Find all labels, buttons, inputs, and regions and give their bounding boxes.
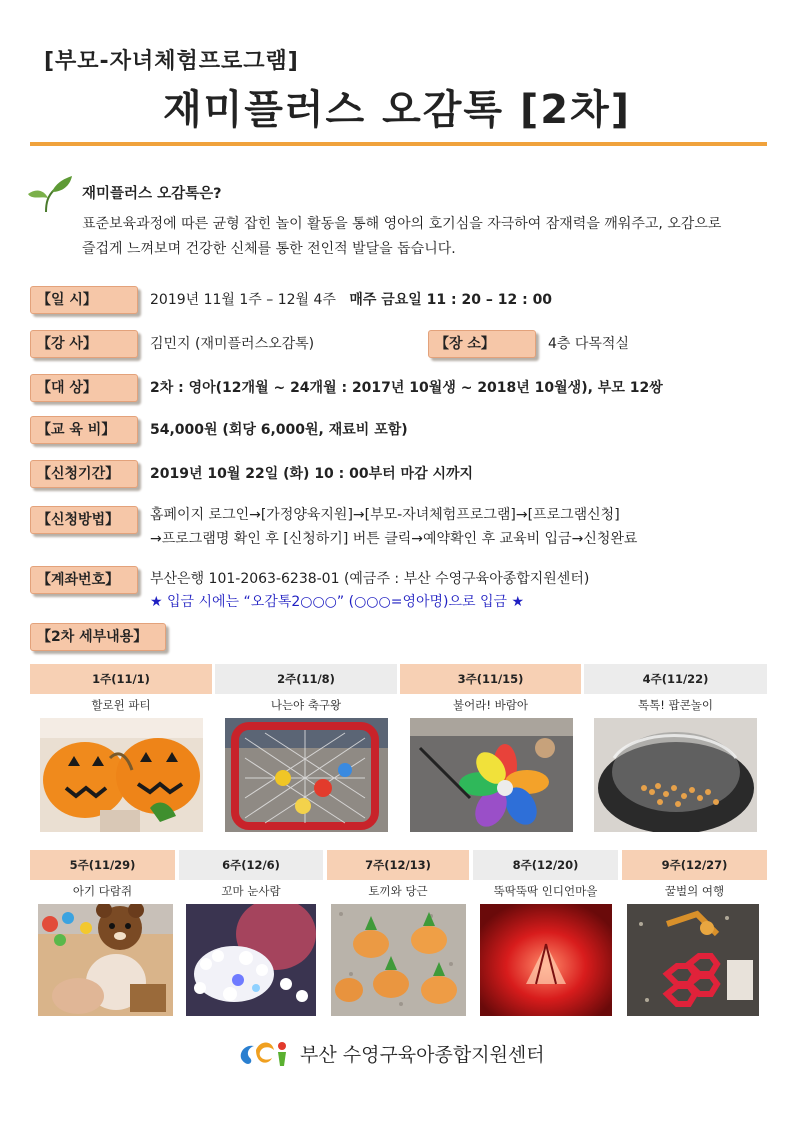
intro-heading: 재미플러스 오감톡은? xyxy=(82,186,222,202)
method-line-2: →프로그램명 확인 후 [신청하기] 버튼 클릭→예약확인 후 교육비 입금→신청완료 xyxy=(150,531,638,547)
account-line-1: 부산은행 101-2063-6238-01 (예금주 : 부산 수영구육아종합지원센터) xyxy=(150,571,590,587)
place-label: 【장 소】 xyxy=(428,330,536,358)
instructor-value: 김민지 (재미플러스오감톡) xyxy=(150,336,315,352)
week-9-photo-honeycomb xyxy=(627,904,759,1016)
week-6-title: 꼬마 눈사람 xyxy=(221,884,281,898)
week-6-header: 6주(12/6) xyxy=(179,850,323,880)
period-value: 2019년 10월 22일 (화) 10 : 00부터 마감 시까지 xyxy=(150,466,474,482)
details-label: 【2차 세부내용】 xyxy=(30,623,166,651)
week-8-photo-tent-light xyxy=(480,904,612,1016)
fee-label: 【교 육 비】 xyxy=(30,416,138,444)
week-8-header: 8주(12/20) xyxy=(473,850,618,880)
week-1-photo-pumpkins xyxy=(40,718,203,832)
date-value xyxy=(150,290,552,310)
account-label: 【계좌번호】 xyxy=(30,566,138,594)
date-time: 매주 금요일 11 : 20 – 12 : 00 xyxy=(349,292,553,308)
intro-description: 표준보육과정에 따른 균형 잡힌 놀이 활동을 통해 영아의 호기심을 자극하여 잠재력을 깨워주고, 오감으로 즐겁게 느껴보며 건강한 신체를 통한 전인적 발달을 돕습니다. xyxy=(82,216,722,257)
program-category: [부모-자녀체험프로그램] xyxy=(44,49,299,74)
week-8-title: 뚝딱뚝딱 인디언마을 xyxy=(493,884,598,898)
date-range: 2019년 11월 1주 – 12월 4주 xyxy=(150,292,336,308)
footer-org-name: 부산 수영구육아종합지원센터 xyxy=(300,1044,545,1066)
place-value: 4층 다목적실 xyxy=(548,336,629,352)
week-3-title: 불어라! 바람아 xyxy=(453,698,528,712)
week-2-photo-soccer-goal xyxy=(225,718,388,832)
week-4-title: 톡톡! 팝콘놀이 xyxy=(638,698,713,712)
week-5-photo-squirrel xyxy=(38,904,173,1016)
method-label: 【신청방법】 xyxy=(30,506,138,534)
week-9-title: 꿀벌의 여행 xyxy=(664,884,725,898)
week-4-photo-popcorn xyxy=(594,718,757,832)
week-5-header: 5주(11/29) xyxy=(30,850,175,880)
week-3-photo-pinwheel xyxy=(410,718,573,832)
date-label: 【일 시】 xyxy=(30,286,138,314)
page-title: 재미플러스 오감톡 [2차] xyxy=(162,87,631,133)
week-7-photo-carrots xyxy=(331,904,466,1016)
week-2-header: 2주(11/8) xyxy=(215,664,397,694)
period-label: 【신청기간】 xyxy=(30,460,138,488)
center-logo-icon xyxy=(236,1036,296,1070)
account-notice: ★ 입금 시에는 “오감톡2○○○” (○○○=영아명)으로 입금 ★ xyxy=(150,594,525,610)
sprout-icon xyxy=(26,174,74,214)
fee-value: 54,000원 (회당 6,000원, 재료비 포함) xyxy=(150,422,408,438)
week-6-photo-snowman xyxy=(186,904,316,1016)
method-line-1: 홈페이지 로그인→[가정양육지원]→[부모-자녀체험프로그램]→[프로그램신청] xyxy=(150,507,620,523)
week-1-title: 할로윈 파티 xyxy=(91,698,151,712)
target-value: 2차 : 영아(12개월 ~ 24개월 : 2017년 10월생 ~ 2018년 10월생), 부모 12쌍 xyxy=(150,380,663,396)
week-5-title: 아기 다람쥐 xyxy=(72,884,133,898)
week-7-title: 토끼와 당근 xyxy=(368,884,428,898)
title-divider xyxy=(30,142,767,146)
week-3-header: 3주(11/15) xyxy=(400,664,581,694)
target-label: 【대 상】 xyxy=(30,374,138,402)
week-4-header: 4주(11/22) xyxy=(584,664,767,694)
footer-logo xyxy=(236,1036,566,1070)
week-9-header: 9주(12/27) xyxy=(622,850,767,880)
week-2-title: 나는야 축구왕 xyxy=(270,698,342,712)
instructor-label: 【강 사】 xyxy=(30,330,138,358)
week-7-header: 7주(12/13) xyxy=(327,850,469,880)
week-1-header: 1주(11/1) xyxy=(30,664,212,694)
